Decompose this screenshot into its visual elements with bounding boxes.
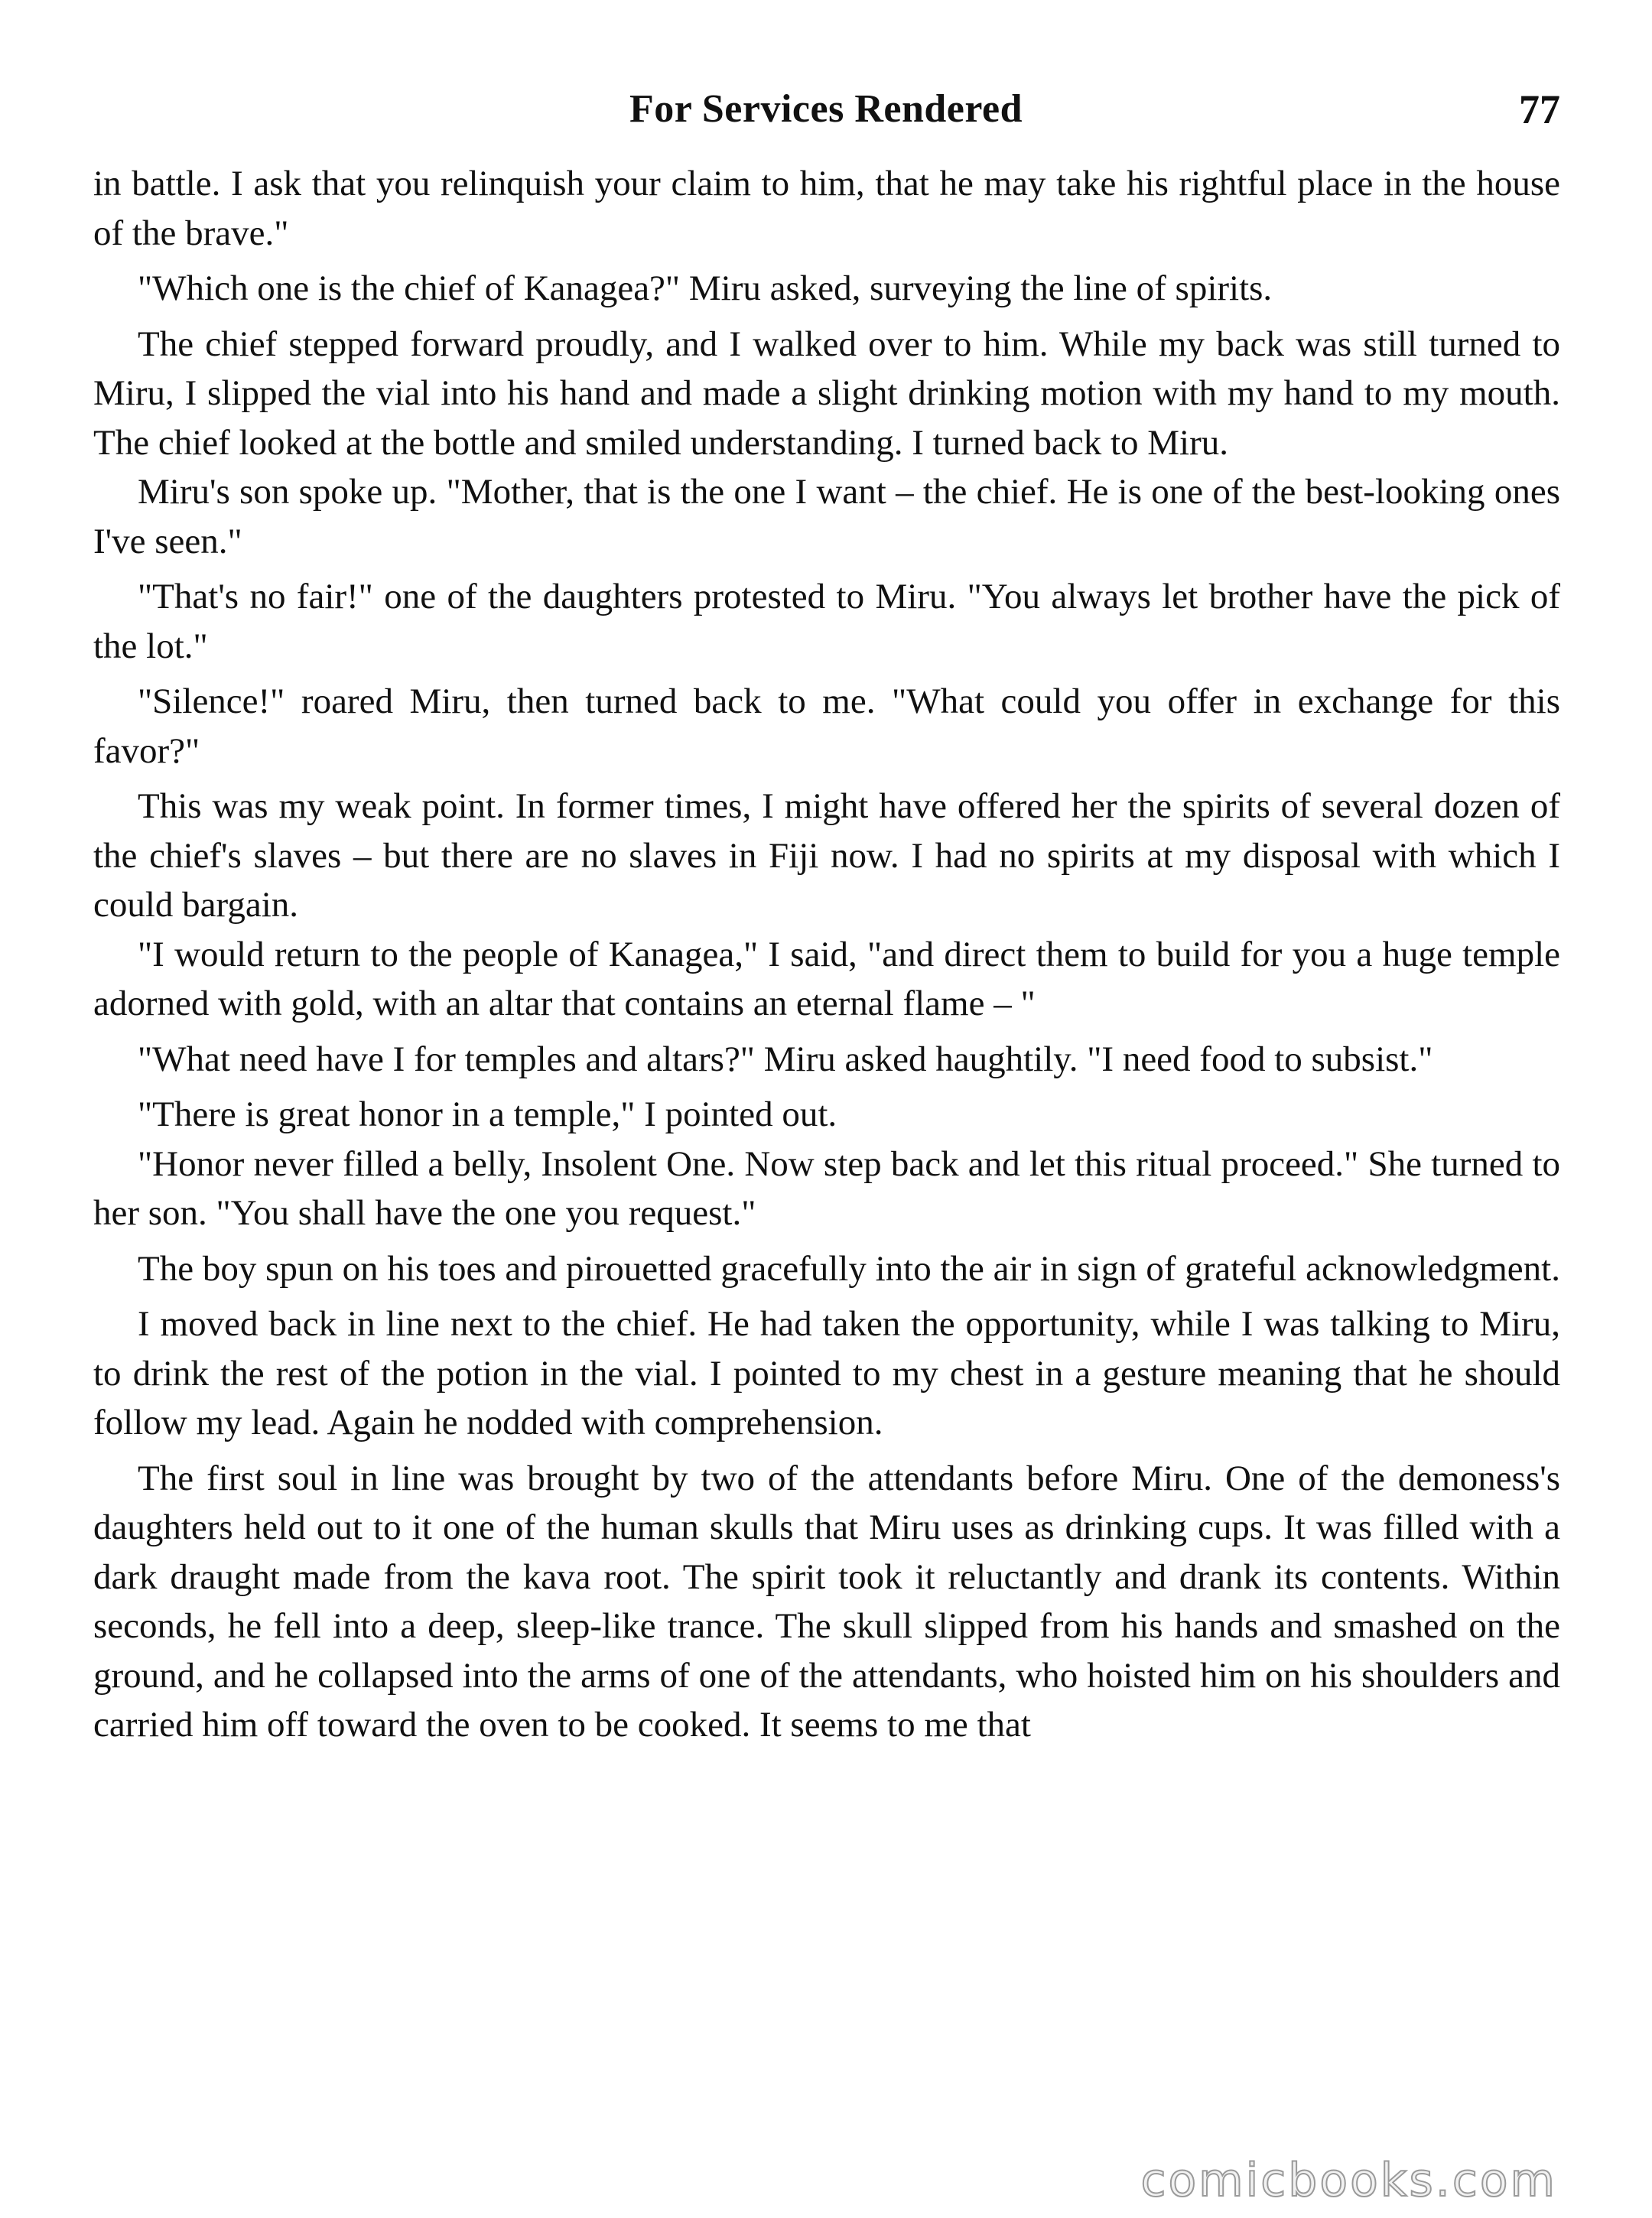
site-watermark: comicbooks.com [1140,2154,1557,2207]
paragraph: "There is great honor in a temple," I pointed out. [138,1094,837,1134]
paragraph: The first soul in line was brought by two of the attendants before Miru. One of the demoness's daughters held out to it one of the human skulls that Miru uses as drinking cups. It was filled with a dark draught made from the kava root. The spirit took it reluctantly and drank its contents. Within seconds, he fell into a deep, sleep-like trance. The skull slipped from his hands and smashed on the ground, and he collapsed into the arms of one of the attendants, who hoisted him on his shoulders and carried him off toward the oven to be cooked. It seems to me that [93,1458,1560,1745]
paragraph: "I would return to the people of Kanagea," I said, "and direct them to build for you a huge temple adorned with gold, with an altar that contains an eternal flame – " [93,934,1560,1023]
running-header [92,83,1560,136]
paragraph: in battle. I ask that you relinquish your claim to him, that he may take his rightful place in the house of the brave." [93,164,1560,253]
paragraph: "What need have I for temples and altars?" Miru asked haughtily. "I need food to subsist." [138,1039,1433,1079]
paragraph: The boy spun on his toes and pirouetted gracefully into the air in sign of grateful acknowledgment. [138,1248,1560,1289]
paragraph: "That's no fair!" one of the daughters protested to Miru. "You always let brother have the pick of the lot." [93,577,1560,666]
running-title: For Services Rendered [629,87,1023,131]
paragraph: "Which one is the chief of Kanagea?" Miru asked, surveying the line of spirits. [138,268,1273,308]
paragraph: I moved back in line next to the chief. He had taken the opportunity, while I was talking to Miru, to drink the rest of the potion in the vial. I pointed to my chest in a gesture meaning that he should follow my lead. Again he nodded with comprehension. [93,1304,1560,1442]
page-number: 77 [1519,86,1560,132]
body-text [93,159,1560,1750]
paragraph: The chief stepped forward proudly, and I walked over to him. While my back was still turned to Miru, I slipped the vial into his hand and made a slight drinking motion with my hand to my mouth. The chief looked at the bottle and smiled understanding. I turned back to Miru. [93,324,1560,463]
paragraph: "Silence!" roared Miru, then turned back to me. "What could you offer in exchange for this favor?" [93,681,1560,771]
paragraph: This was my weak point. In former times, I might have offered her the spirits of several dozen of the chief's slaves – but there are no slaves in Fiji now. I had no spirits at my disposal with which I could bargain. [93,786,1560,925]
paragraph: Miru's son spoke up. "Mother, that is the one I want – the chief. He is one of the best-looking ones I've seen." [93,472,1560,561]
paragraph: "Honor never filled a belly, Insolent One. Now step back and let this ritual proceed." She turned to her son. "You shall have the one you request." [93,1143,1560,1233]
